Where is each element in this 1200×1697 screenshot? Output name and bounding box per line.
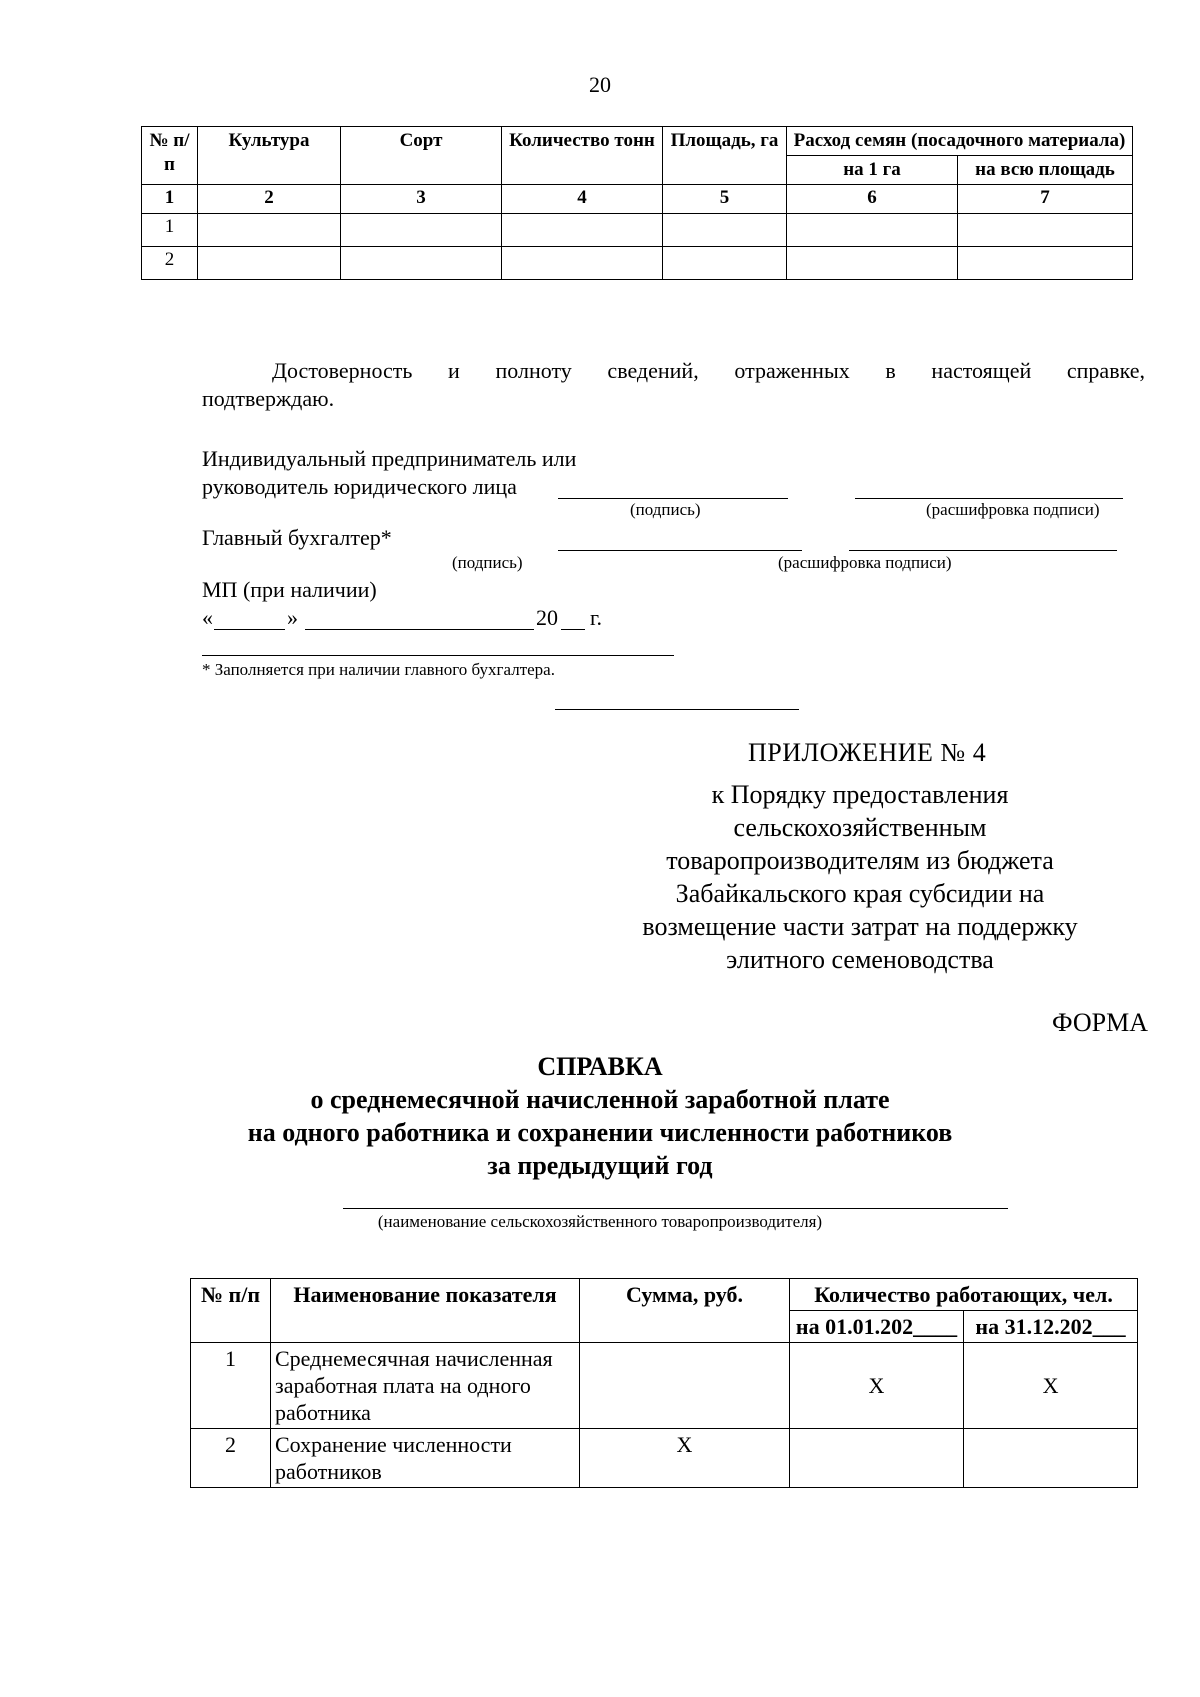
cell-date-start: Х — [790, 1343, 964, 1429]
footnote-separator — [202, 655, 674, 656]
cell-area[interactable] — [663, 247, 787, 280]
accountant-signature-line[interactable] — [558, 550, 802, 551]
decoding-caption: (расшифровка подписи) — [926, 500, 1100, 519]
producer-name-line[interactable] — [343, 1208, 1008, 1209]
table-row — [191, 1429, 1138, 1488]
chief-accountant-label: Главный бухгалтер* — [202, 525, 392, 550]
date-close-quote: » — [287, 605, 298, 630]
date-year-suffix: г. — [590, 605, 603, 630]
table-row — [191, 1343, 1138, 1429]
row-number: 2 — [191, 1429, 271, 1488]
column-number: 1 — [142, 185, 198, 214]
row-number: 2 — [142, 247, 198, 280]
document-subtitle-line: за предыдущий год — [487, 1151, 713, 1180]
col-header-total-area: на всю площадь — [958, 156, 1133, 185]
cell-quantity[interactable] — [502, 214, 663, 247]
certification-text-end: подтверждаю. — [202, 386, 335, 411]
col-header-culture: Культура — [198, 127, 341, 185]
signature-caption: (подпись) — [630, 500, 701, 519]
column-number-row — [142, 185, 1133, 214]
date-year-prefix: 20 — [536, 605, 558, 630]
appendix-line: Забайкальского края субсидии на — [675, 879, 1045, 908]
column-number: 3 — [341, 185, 502, 214]
cell-sum[interactable] — [580, 1343, 790, 1429]
column-number: 4 — [502, 185, 663, 214]
date-open-quote: « — [202, 605, 213, 630]
decoding-line[interactable] — [855, 498, 1123, 499]
row-number: 1 — [191, 1343, 271, 1429]
accountant-signature-caption: (подпись) — [452, 553, 523, 572]
page-number: 20 — [589, 72, 611, 97]
accountant-decoding-line[interactable] — [849, 550, 1117, 551]
producer-caption: (наименование сельскохозяйственного товаропроизводителя) — [377, 1212, 823, 1231]
col-header-num: № п/п — [142, 127, 198, 185]
cell-total[interactable] — [958, 247, 1133, 280]
footnote: * Заполняется при наличии главного бухгалтера. — [202, 660, 555, 679]
head-label: руководитель юридического лица — [202, 474, 517, 499]
cell-culture[interactable] — [198, 214, 341, 247]
cell-quantity[interactable] — [502, 247, 663, 280]
col-header-workers: Количество работающих, чел. — [790, 1279, 1138, 1311]
stamp-label: МП (при наличии) — [202, 577, 377, 602]
column-number: 7 — [958, 185, 1133, 214]
cell-sum: Х — [580, 1429, 790, 1488]
column-number: 5 — [663, 185, 787, 214]
signature-line[interactable] — [558, 498, 788, 499]
appendix-line: возмещение части затрат на поддержку — [642, 912, 1078, 941]
form-label: ФОРМА — [1052, 1008, 1148, 1037]
appendix-line: к Порядку предоставления — [711, 780, 1009, 809]
appendix-description — [600, 778, 1120, 976]
col-header-sort: Сорт — [341, 127, 502, 185]
appendix-line: элитного семеноводства — [726, 945, 994, 974]
appendix-line: сельскохозяйственным — [733, 813, 987, 842]
cell-culture[interactable] — [198, 247, 341, 280]
document-title: СПРАВКА — [537, 1052, 663, 1081]
col-header-quantity: Количество тонн — [502, 127, 663, 185]
appendix-line: товаропроизводителям из бюджета — [666, 846, 1054, 875]
col-header-seed-consumption: Расход семян (посадочного материала) — [787, 127, 1133, 156]
cell-indicator: Среднемесячная начисленная заработная плата на одного работника — [271, 1343, 580, 1429]
cell-indicator: Сохранение численности работников — [271, 1429, 580, 1488]
cell-sort[interactable] — [341, 214, 502, 247]
entrepreneur-label: Индивидуальный предприниматель или — [202, 446, 577, 471]
row-number: 1 — [142, 214, 198, 247]
date-year-line[interactable] — [561, 629, 585, 630]
cell-area[interactable] — [663, 214, 787, 247]
col-header-per-ha: на 1 га — [787, 156, 958, 185]
section-separator — [555, 709, 799, 710]
table-row — [142, 214, 1133, 247]
document-subtitle-line: о среднемесячной начисленной заработной плате — [310, 1085, 890, 1114]
cell-date-end[interactable] — [964, 1429, 1138, 1488]
date-day-line[interactable] — [214, 629, 285, 630]
seed-table — [141, 126, 1133, 280]
col-header-sum: Сумма, руб. — [580, 1279, 790, 1343]
document-subtitle-line: на одного работника и сохранении численности работников — [247, 1118, 953, 1147]
cell-total[interactable] — [958, 214, 1133, 247]
table-row — [142, 247, 1133, 280]
cell-per-ha[interactable] — [787, 214, 958, 247]
cell-sort[interactable] — [341, 247, 502, 280]
salary-table — [190, 1278, 1138, 1488]
accountant-decoding-caption: (расшифровка подписи) — [778, 553, 952, 572]
date-month-line[interactable] — [305, 629, 534, 630]
certification-text: Достоверность и полноту сведений, отраженных в настоящей справке, — [272, 358, 1145, 383]
cell-date-end: Х — [964, 1343, 1138, 1429]
appendix-title: ПРИЛОЖЕНИЕ № 4 — [748, 738, 987, 767]
col-header-date-end: на 31.12.202___ — [964, 1311, 1138, 1343]
cell-date-start[interactable] — [790, 1429, 964, 1488]
column-number: 2 — [198, 185, 341, 214]
col-header-indicator: Наименование показателя — [271, 1279, 580, 1343]
col-header-num: № п/п — [191, 1279, 271, 1343]
col-header-date-start: на 01.01.202____ — [790, 1311, 964, 1343]
cell-per-ha[interactable] — [787, 247, 958, 280]
column-number: 6 — [787, 185, 958, 214]
col-header-area: Площадь, га — [663, 127, 787, 185]
